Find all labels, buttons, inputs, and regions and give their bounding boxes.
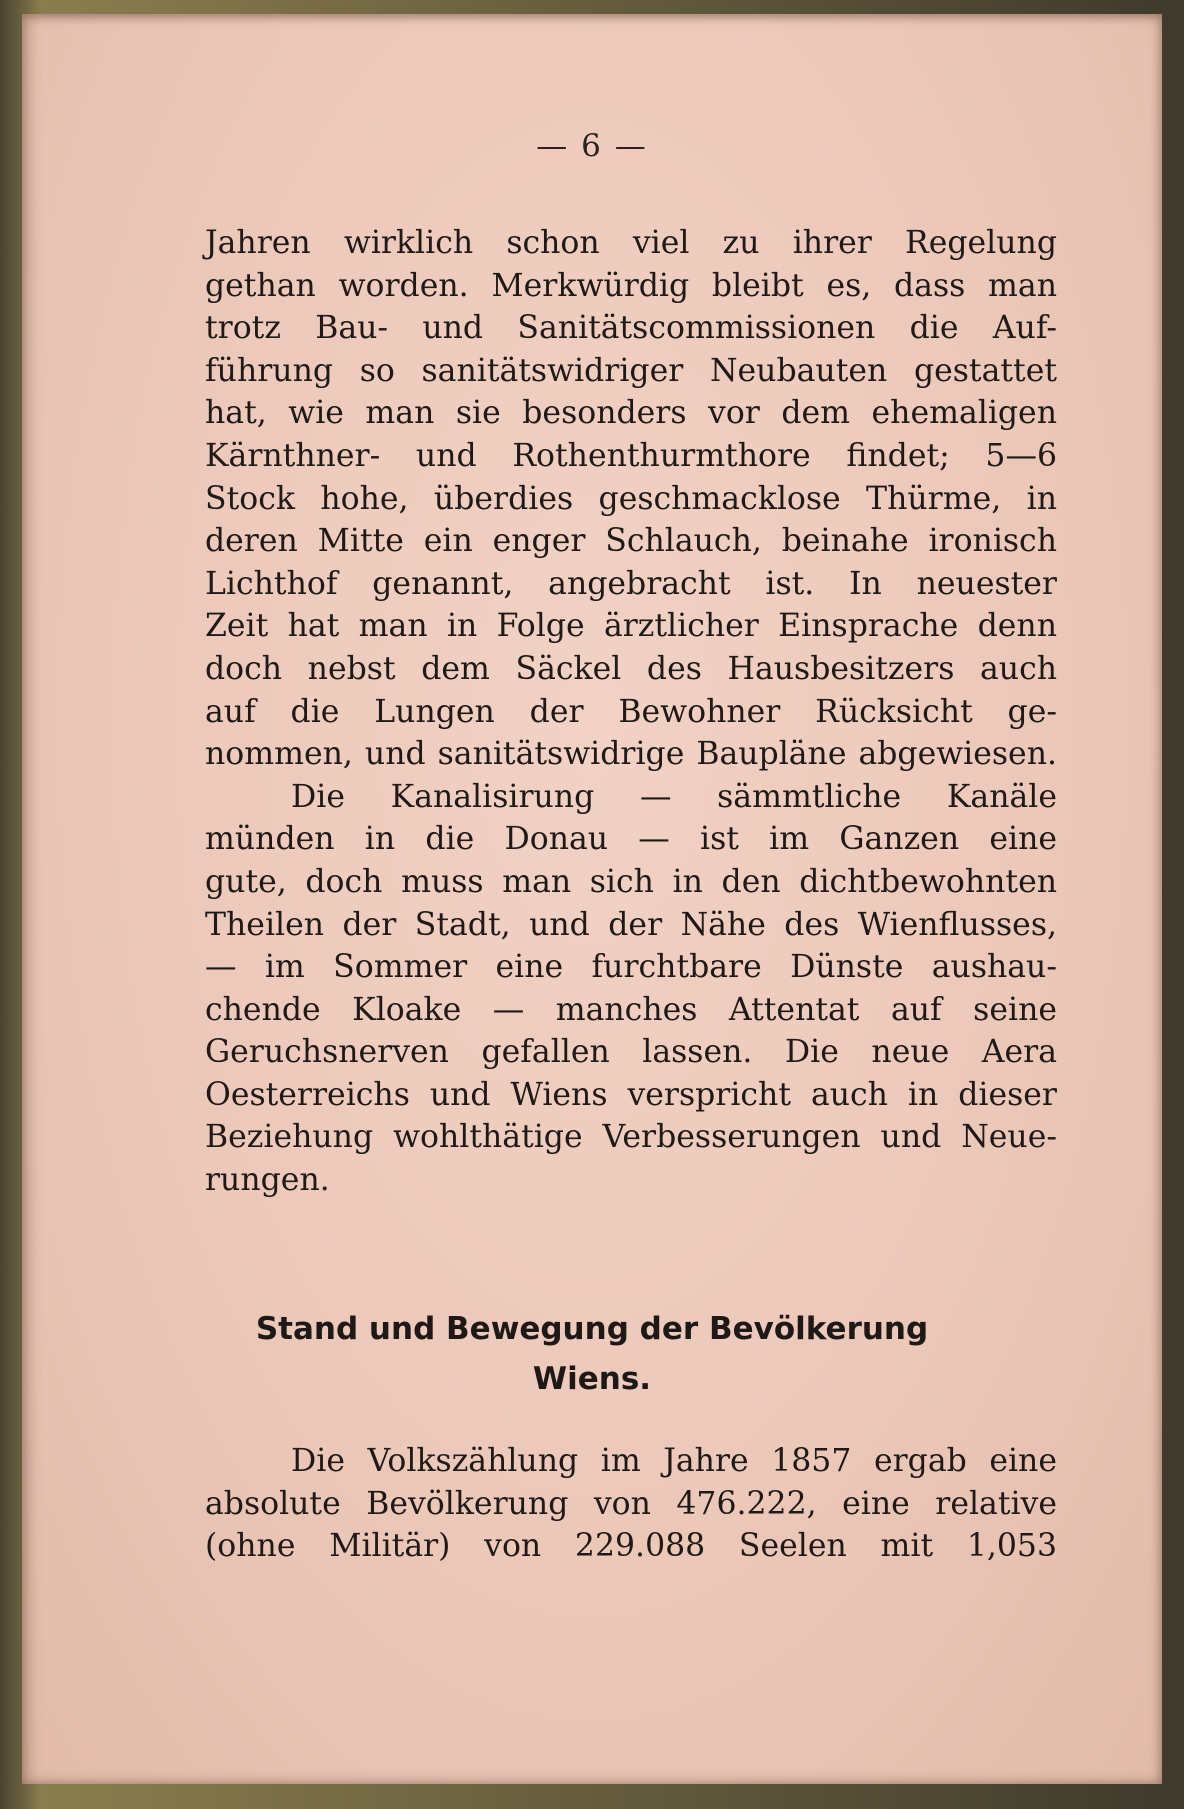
text-line: Jahren wirklich schon viel zu ihrer Regelung	[205, 225, 1057, 261]
text-line: Die Volkszählung im Jahre 1857 ergab eine	[291, 1443, 1057, 1479]
section-heading-line: Wiens.	[532, 1361, 652, 1397]
text-line: Zeit hat man in Folge ärztlicher Einsprache denn	[205, 608, 1057, 645]
text-line: absolute Bevölkerung von 476.222, eine relative	[205, 1485, 1057, 1522]
text-line: — im Sommer eine furchtbare Dünste aushau-	[205, 949, 1057, 986]
paragraph-1	[205, 222, 1057, 776]
section-heading-line: Stand und Bewegung der Bevölkerung	[255, 1311, 929, 1347]
text-line: Stock hohe, überdies geschmacklose Thürme, in	[205, 480, 1057, 517]
text-line: hat, wie man sie besonders vor dem ehemaligen	[205, 395, 1057, 432]
text-line: Die Kanalisirung — sämmtliche Kanäle	[291, 778, 1057, 815]
text-line: (ohne Militär) von 229.088 Seelen mit 1,053	[205, 1528, 1057, 1565]
text-line: Oesterreichs und Wiens verspricht auch in dieser	[205, 1076, 1057, 1113]
text-line: gute, doch muss man sich in den dichtbewohnten	[205, 863, 1057, 900]
text-line: Geruchsnerven gefallen lassen. Die neue Aera	[205, 1034, 1057, 1071]
body-text	[205, 222, 1057, 1202]
text-line: Beziehung wohlthätige Verbesserungen und Neue-	[205, 1119, 1057, 1156]
text-line: deren Mitte ein enger Schlauch, beinahe ironisch	[205, 523, 1057, 560]
text-line: rungen.	[205, 1162, 330, 1199]
text-line: chende Kloake — manches Attentat auf seine	[205, 991, 1057, 1028]
paragraph-3	[205, 1440, 1057, 1568]
text-line: auf die Lungen der Bewohner Rücksicht ge-	[205, 693, 1057, 730]
text-line: doch nebst dem Säckel des Hausbesitzers auch	[205, 650, 1057, 687]
text-line: münden in die Donau — ist im Ganzen eine	[205, 821, 1057, 858]
text-line: Kärnthner- und Rothenthurmthore findet; 5—6	[205, 437, 1057, 474]
paragraph-2	[205, 776, 1057, 1202]
text-line: trotz Bau- und Sanitätscommissionen die Auf-	[205, 310, 1057, 347]
text-line: führung so sanitätswidriger Neubauten gestattet	[205, 352, 1057, 389]
text-line: gethan worden. Merkwürdig bleibt es, dass man	[205, 267, 1057, 304]
text-line: nommen, und sanitätswidrige Baupläne abgewiesen.	[205, 736, 1057, 773]
text-line: Theilen der Stadt, und der Nähe des Wienflusses,	[205, 906, 1057, 943]
text-line: Lichthof genannt, angebracht ist. In neuester	[205, 565, 1057, 602]
page-number: — 6 —	[536, 128, 648, 164]
section-heading	[22, 1304, 1162, 1404]
book-page	[22, 14, 1162, 1784]
